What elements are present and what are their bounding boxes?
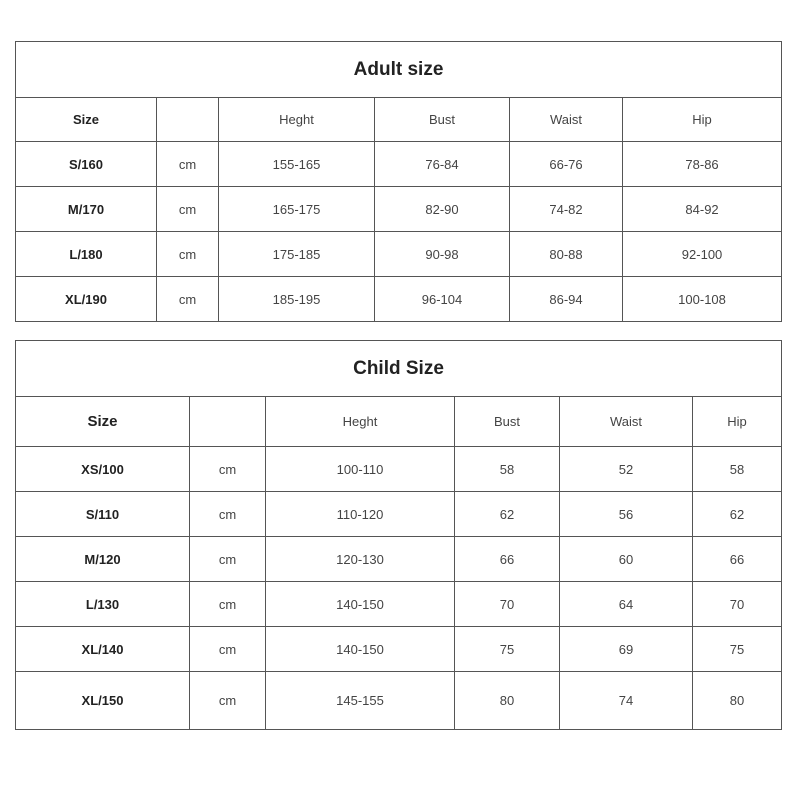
adult-header-hip: Hip [623,98,782,142]
height-cell: 185-195 [219,277,375,322]
table-row [16,232,782,277]
table-row [16,537,782,582]
waist-cell: 74 [560,672,693,730]
adult-size-table [15,41,782,322]
size-label: XL/190 [16,277,157,322]
adult-header-row [16,98,782,142]
adult-table-title: Adult size [16,42,782,98]
bust-cell: 58 [455,447,560,492]
adult-header-size: Size [16,98,157,142]
size-label: S/110 [16,492,190,537]
bust-cell: 66 [455,537,560,582]
waist-cell: 69 [560,627,693,672]
waist-cell: 66-76 [510,142,623,187]
hip-cell: 62 [693,492,782,537]
hip-cell: 78-86 [623,142,782,187]
bust-cell: 75 [455,627,560,672]
hip-cell: 75 [693,627,782,672]
child-table-title: Child Size [16,341,782,397]
hip-cell: 58 [693,447,782,492]
table-row [16,142,782,187]
table-row [16,277,782,322]
adult-header-bust: Bust [375,98,510,142]
unit-cell: cm [190,627,266,672]
height-cell: 100-110 [266,447,455,492]
child-header-unit [190,397,266,447]
height-cell: 140-150 [266,582,455,627]
height-cell: 145-155 [266,672,455,730]
waist-cell: 60 [560,537,693,582]
unit-cell: cm [157,187,219,232]
bust-cell: 96-104 [375,277,510,322]
waist-cell: 52 [560,447,693,492]
child-header-size: Size [16,397,190,447]
waist-cell: 64 [560,582,693,627]
size-label: M/120 [16,537,190,582]
child-header-bust: Bust [455,397,560,447]
height-cell: 140-150 [266,627,455,672]
unit-cell: cm [190,447,266,492]
adult-header-waist: Waist [510,98,623,142]
adult-header-height: Heght [219,98,375,142]
size-label: XL/150 [16,672,190,730]
waist-cell: 74-82 [510,187,623,232]
waist-cell: 80-88 [510,232,623,277]
table-row [16,582,782,627]
size-label: L/180 [16,232,157,277]
table-row [16,627,782,672]
height-cell: 110-120 [266,492,455,537]
height-cell: 165-175 [219,187,375,232]
size-label: XS/100 [16,447,190,492]
bust-cell: 76-84 [375,142,510,187]
table-row [16,492,782,537]
unit-cell: cm [190,582,266,627]
size-label: L/130 [16,582,190,627]
bust-cell: 70 [455,582,560,627]
waist-cell: 56 [560,492,693,537]
bust-cell: 62 [455,492,560,537]
child-size-table [15,340,782,730]
table-row [16,447,782,492]
waist-cell: 86-94 [510,277,623,322]
hip-cell: 80 [693,672,782,730]
child-header-waist: Waist [560,397,693,447]
height-cell: 175-185 [219,232,375,277]
unit-cell: cm [190,537,266,582]
bust-cell: 82-90 [375,187,510,232]
hip-cell: 66 [693,537,782,582]
table-row [16,187,782,232]
hip-cell: 84-92 [623,187,782,232]
unit-cell: cm [190,492,266,537]
height-cell: 155-165 [219,142,375,187]
size-label: S/160 [16,142,157,187]
bust-cell: 90-98 [375,232,510,277]
adult-header-unit [157,98,219,142]
size-label: M/170 [16,187,157,232]
height-cell: 120-130 [266,537,455,582]
hip-cell: 70 [693,582,782,627]
unit-cell: cm [190,672,266,730]
child-header-hip: Hip [693,397,782,447]
size-label: XL/140 [16,627,190,672]
hip-cell: 92-100 [623,232,782,277]
child-header-height: Heght [266,397,455,447]
unit-cell: cm [157,232,219,277]
hip-cell: 100-108 [623,277,782,322]
unit-cell: cm [157,142,219,187]
bust-cell: 80 [455,672,560,730]
table-row [16,672,782,730]
unit-cell: cm [157,277,219,322]
child-header-row [16,397,782,447]
